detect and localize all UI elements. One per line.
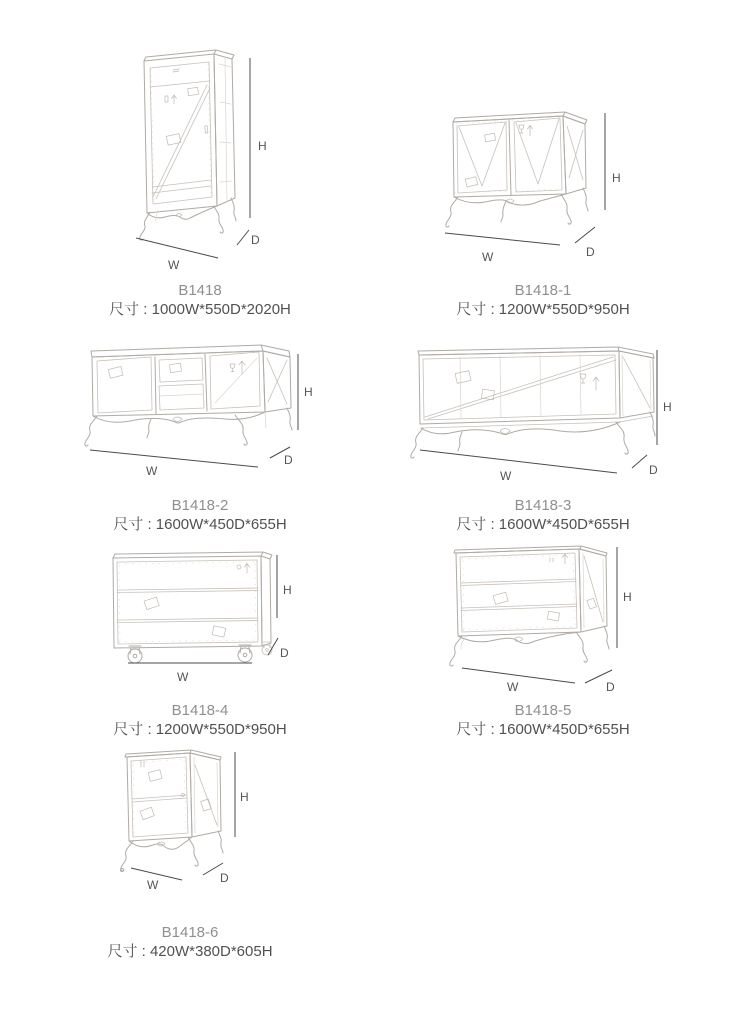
product-sketch-bedside-cabinet (105, 743, 255, 893)
height-label: H (240, 790, 249, 804)
height-label: H (663, 400, 672, 414)
depth-label: D (649, 463, 658, 477)
furniture-drawing (140, 50, 236, 240)
furniture-drawing (446, 112, 588, 227)
product-model: B1418-5 (514, 702, 572, 719)
furniture-drawing (450, 546, 609, 666)
width-line (462, 668, 575, 683)
depth-line (575, 227, 595, 243)
shipping-marks (165, 69, 208, 145)
product-size: 尺寸 : 1600W*450D*655H (113, 516, 287, 533)
width-line (420, 450, 617, 473)
depth-label: D (284, 453, 293, 467)
product-model: B1418-2 (171, 497, 229, 514)
dimension-annotations (90, 354, 313, 478)
product-size: 尺寸 : 1200W*550D*950H (113, 721, 287, 738)
furniture-drawing (411, 347, 655, 458)
width-label: W (146, 464, 158, 478)
shipping-marks (140, 761, 211, 820)
height-label: H (612, 171, 621, 185)
product-model: B1418-6 (161, 924, 219, 941)
dimension-annotations (445, 113, 621, 263)
width-label: W (500, 469, 512, 483)
product-model: B1418-3 (514, 497, 572, 514)
depth-label: D (251, 233, 260, 247)
caster-front-left (128, 646, 142, 663)
shipping-marks (108, 361, 245, 378)
shipping-marks (144, 564, 249, 638)
width-label: W (147, 878, 159, 892)
product-sketch-tv-stand (75, 338, 325, 484)
product-sketch-chest-of-drawers (430, 538, 650, 698)
product-model: B1418 (178, 282, 222, 299)
product-sketch-low-sideboard (400, 338, 685, 484)
height-label: H (258, 139, 267, 153)
shipping-marks (455, 371, 599, 400)
depth-line (237, 230, 249, 245)
furniture-drawing (85, 345, 292, 446)
product-size: 尺寸 : 1600W*450D*655H (456, 516, 630, 533)
depth-label: D (220, 871, 229, 885)
shipping-marks (493, 554, 596, 621)
shipping-marks (465, 125, 532, 187)
product-sketch-two-door-sideboard (430, 98, 650, 263)
width-line (136, 238, 218, 258)
product-size: 尺寸 : 1200W*550D*950H (456, 301, 630, 318)
depth-line (268, 638, 278, 655)
height-label: H (283, 583, 292, 597)
product-size: 尺寸 : 1600W*450D*655H (456, 721, 630, 738)
width-line (445, 233, 560, 245)
depth-label: D (280, 646, 289, 660)
height-label: H (304, 385, 313, 399)
product-size: 尺寸 : 1000W*550D*2020H (109, 301, 291, 318)
width-label: W (177, 670, 189, 684)
width-line (90, 450, 258, 467)
product-size: 尺寸 : 420W*380D*605H (107, 943, 273, 960)
width-label: W (482, 250, 494, 263)
furniture-drawing (113, 552, 272, 663)
product-model: B1418-4 (171, 702, 229, 719)
furniture-drawing (120, 750, 223, 872)
depth-label: D (586, 245, 595, 259)
product-model: B1418-1 (514, 282, 572, 299)
depth-label: D (606, 680, 615, 694)
width-label: W (168, 258, 180, 272)
dimension-annotations (136, 58, 267, 272)
depth-line (632, 455, 647, 468)
product-sketch-tall-cabinet (110, 40, 290, 275)
height-label: H (623, 590, 632, 604)
width-label: W (507, 680, 519, 694)
product-sketch-chest-on-casters (95, 543, 300, 689)
caster-front-right (238, 645, 252, 662)
